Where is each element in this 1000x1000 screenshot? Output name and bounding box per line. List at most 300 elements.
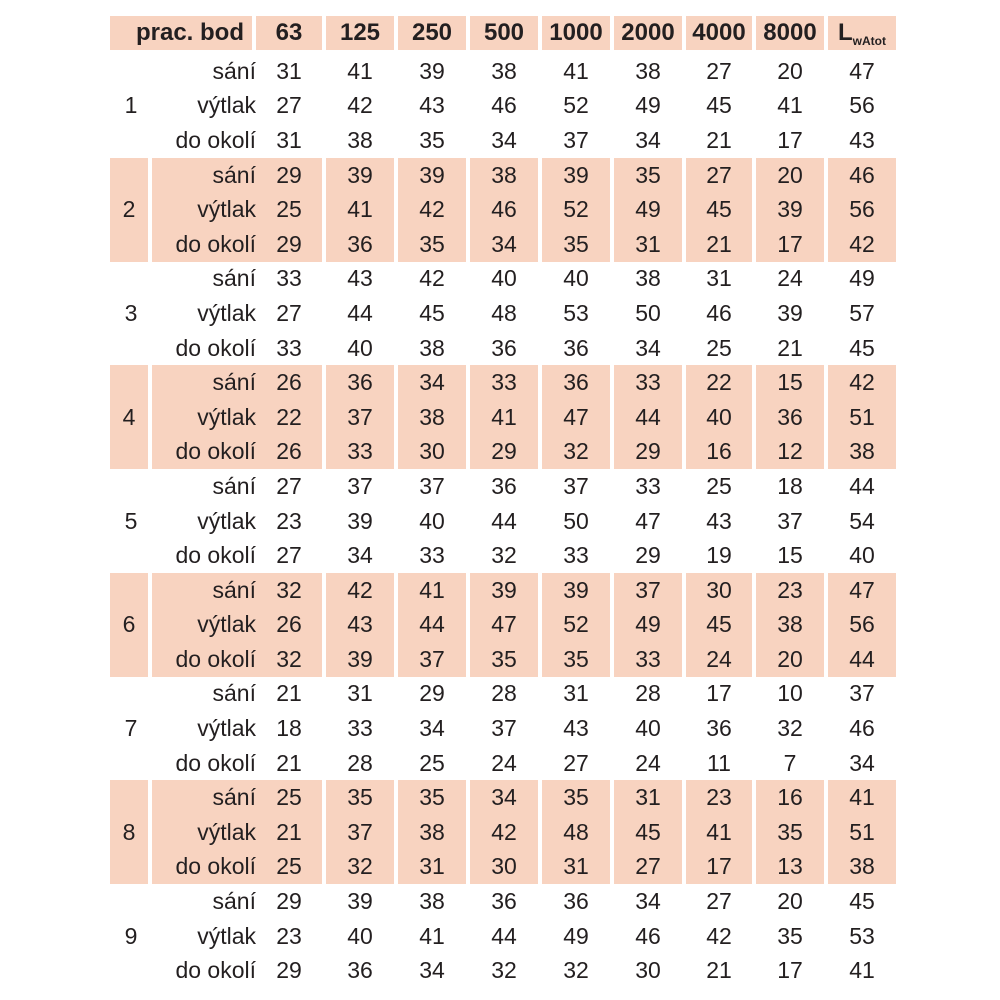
band-level-cell: 32 [470,953,542,988]
measurement-location: sání [212,265,256,292]
band-level-cell: 25 [686,469,756,504]
band-level-cell: 27 [256,538,326,573]
band-level-cell: 32 [470,538,542,573]
band-level-cell: 38 [398,331,470,366]
header-label: prac. bod [110,16,256,50]
table-row [110,123,896,158]
band-level-cell: 39 [326,158,398,193]
band-level-cell: 21 [256,815,326,850]
band-level-cell: 29 [398,677,470,712]
band-level-cell: 23 [686,780,756,815]
band-level-cell: 34 [398,711,470,746]
table-row [110,158,896,193]
band-level-cell: 10 [756,677,828,712]
measurement-location: výtlak [152,400,256,435]
band-level-cell: 33 [614,469,686,504]
band-level-cell: 37 [470,711,542,746]
table-row [110,296,896,331]
band-level-cell: 18 [756,469,828,504]
band-level-cell: 49 [542,919,614,954]
band-level-cell: 37 [542,123,614,158]
measurement-location: do okolí [175,957,256,984]
band-level-cell: 42 [326,573,398,608]
table-row [110,435,896,470]
band-level-cell: 39 [326,504,398,539]
band-level-cell: 23 [756,573,828,608]
band-level-cell: 27 [686,54,756,89]
band-level-cell: 43 [542,711,614,746]
band-level-cell: 37 [326,815,398,850]
band-level-cell: 15 [756,365,828,400]
band-level-cell: 22 [686,365,756,400]
total-level-cell: 41 [849,957,875,984]
table-row [110,504,896,539]
band-level-cell: 35 [398,123,470,158]
total-level-cell: 47 [849,57,875,84]
table-row [110,54,896,89]
measurement-location: sání [212,888,256,915]
band-level-cell: 34 [614,331,686,366]
band-level-cell: 31 [614,780,686,815]
measurement-location: sání [212,472,256,499]
table-row [110,365,896,400]
band-level-cell: 13 [756,850,828,885]
band-level-cell: 17 [686,677,756,712]
band-level-cell: 23 [256,919,326,954]
band-level-cell: 15 [756,538,828,573]
total-level-cell: 46 [849,715,875,742]
measurement-location: sání [152,573,256,608]
band-level-cell: 29 [256,227,326,262]
band-level-cell: 31 [614,227,686,262]
measurement-location: výtlak [197,92,256,119]
band-level-cell: 24 [614,746,686,781]
band-level-cell: 37 [542,469,614,504]
band-level-cell: 43 [686,504,756,539]
band-level-cell: 35 [614,158,686,193]
operating-point-number: 5 [124,507,138,534]
total-level-header [828,16,896,50]
band-level-cell: 42 [398,262,470,297]
band-level-cell: 41 [326,192,398,227]
band-8000-header: 8000 [756,16,828,50]
measurement-location: výtlak [197,922,256,949]
band-level-cell: 34 [470,123,542,158]
table-row [110,227,896,262]
table-row [110,469,896,504]
measurement-location: do okolí [152,227,256,262]
band-level-cell: 34 [614,884,686,919]
band-level-cell: 47 [542,400,614,435]
total-level-cell: 41 [828,780,896,815]
band-level-cell: 43 [326,262,398,297]
band-level-cell: 29 [256,884,326,919]
band-level-cell: 34 [398,953,470,988]
band-level-cell: 29 [614,435,686,470]
total-level-cell: 49 [849,265,875,292]
measurement-location: do okolí [152,850,256,885]
band-level-cell: 20 [756,642,828,677]
band-level-cell: 25 [686,331,756,366]
measurement-location: výtlak [197,507,256,534]
band-level-cell: 36 [326,227,398,262]
band-level-cell: 47 [614,504,686,539]
band-level-cell: 24 [470,746,542,781]
band-level-cell: 35 [542,642,614,677]
table-row [110,780,896,815]
measurement-location: do okolí [152,642,256,677]
operating-point-number: 1 [124,92,138,119]
band-level-cell: 31 [542,850,614,885]
operating-point-number: 8 [110,780,152,884]
total-level-cell: 56 [849,92,875,119]
band-level-cell: 36 [542,331,614,366]
band-level-cell: 38 [756,608,828,643]
band-level-cell: 45 [398,296,470,331]
band-level-cell: 45 [614,815,686,850]
total-level-cell: 43 [849,126,875,153]
band-level-cell: 44 [614,400,686,435]
band-level-cell: 34 [470,780,542,815]
total-level-cell: 44 [828,642,896,677]
band-level-cell: 30 [614,953,686,988]
total-level-cell: 51 [828,815,896,850]
band-level-cell: 26 [256,365,326,400]
table-row [110,850,896,885]
band-level-cell: 49 [614,89,686,124]
band-level-cell: 27 [686,158,756,193]
band-level-cell: 39 [398,54,470,89]
band-level-cell: 52 [542,89,614,124]
band-level-cell: 40 [326,919,398,954]
band-level-cell: 36 [326,365,398,400]
table-row [110,677,896,712]
band-level-cell: 29 [256,158,326,193]
band-level-cell: 32 [756,711,828,746]
operating-point-number: 7 [124,715,138,742]
table-row [110,711,896,746]
measurement-location: do okolí [175,126,256,153]
band-1000-header: 1000 [542,16,614,50]
band-level-cell: 41 [398,573,470,608]
header-row [110,16,896,50]
table-row [110,953,896,988]
band-level-cell: 52 [542,608,614,643]
band-level-cell: 41 [686,815,756,850]
band-level-cell: 39 [542,573,614,608]
band-level-cell: 37 [326,400,398,435]
operating-point-number: 3 [124,299,138,326]
band-level-cell: 35 [542,227,614,262]
band-level-cell: 21 [686,123,756,158]
band-level-cell: 24 [686,642,756,677]
band-level-cell: 42 [398,192,470,227]
band-level-cell: 31 [398,850,470,885]
band-4000-header: 4000 [686,16,756,50]
band-level-cell: 33 [256,262,326,297]
measurement-location: výtlak [152,815,256,850]
band-level-cell: 41 [542,54,614,89]
table-row [110,400,896,435]
band-level-cell: 37 [756,504,828,539]
band-level-cell: 39 [398,158,470,193]
band-level-cell: 27 [686,884,756,919]
band-level-cell: 33 [326,711,398,746]
band-level-cell: 46 [614,919,686,954]
band-level-cell: 29 [614,538,686,573]
band-level-cell: 25 [256,780,326,815]
band-level-cell: 30 [686,573,756,608]
band-level-cell: 27 [614,850,686,885]
band-level-cell: 48 [542,815,614,850]
measurement-location: do okolí [175,334,256,361]
band-level-cell: 35 [470,642,542,677]
band-level-cell: 45 [686,192,756,227]
band-level-cell: 17 [686,850,756,885]
band-level-cell: 36 [542,884,614,919]
band-level-cell: 32 [542,953,614,988]
band-level-cell: 37 [326,469,398,504]
band-level-cell: 33 [470,365,542,400]
band-level-cell: 11 [686,746,756,781]
band-125-header: 125 [326,16,398,50]
band-level-cell: 12 [756,435,828,470]
total-level-cell: 45 [849,888,875,915]
band-level-cell: 44 [470,504,542,539]
band-level-cell: 25 [398,746,470,781]
measurement-location: výtlak [197,299,256,326]
band-500-header: 500 [470,16,542,50]
total-level-cell: 42 [828,227,896,262]
band-level-cell: 38 [326,123,398,158]
band-level-cell: 16 [686,435,756,470]
table-row [110,573,896,608]
measurement-location: sání [212,680,256,707]
band-level-cell: 27 [256,296,326,331]
band-level-cell: 17 [756,953,828,988]
band-level-cell: 25 [256,850,326,885]
total-level-cell: 57 [849,299,875,326]
band-level-cell: 36 [470,884,542,919]
band-level-cell: 36 [542,365,614,400]
operating-point-number: 2 [110,158,152,262]
measurement-location: výtlak [152,608,256,643]
table-row [110,746,896,781]
total-level-cell: 40 [849,542,875,569]
total-level-subscript: wAtot [852,34,886,48]
band-level-cell: 28 [326,746,398,781]
band-level-cell: 53 [542,296,614,331]
band-level-cell: 33 [256,331,326,366]
operating-point-number: 6 [110,573,152,677]
band-level-cell: 21 [686,227,756,262]
measurement-location: výtlak [197,715,256,742]
total-level-cell: 44 [849,472,875,499]
band-level-cell: 36 [470,469,542,504]
band-level-cell: 50 [542,504,614,539]
band-level-cell: 41 [756,89,828,124]
measurement-location: do okolí [152,435,256,470]
band-level-cell: 20 [756,54,828,89]
band-level-cell: 38 [398,400,470,435]
band-level-cell: 41 [326,54,398,89]
band-level-cell: 46 [686,296,756,331]
band-level-cell: 34 [398,365,470,400]
band-level-cell: 42 [326,89,398,124]
band-level-cell: 24 [756,262,828,297]
band-level-cell: 36 [686,711,756,746]
band-63-header: 63 [256,16,326,50]
total-level-cell: 45 [849,334,875,361]
table-row [110,538,896,573]
band-level-cell: 19 [686,538,756,573]
band-level-cell: 23 [256,504,326,539]
band-level-cell: 26 [256,435,326,470]
total-level-cell: 51 [828,400,896,435]
band-level-cell: 33 [326,435,398,470]
measurement-location: sání [152,365,256,400]
measurement-location: sání [152,780,256,815]
band-level-cell: 49 [614,608,686,643]
band-level-cell: 18 [256,711,326,746]
band-level-cell: 52 [542,192,614,227]
band-level-cell: 39 [756,296,828,331]
band-level-cell: 46 [470,192,542,227]
measurement-location: sání [212,57,256,84]
measurement-location: do okolí [175,542,256,569]
band-level-cell: 39 [542,158,614,193]
band-level-cell: 46 [470,89,542,124]
band-level-cell: 31 [326,677,398,712]
band-level-cell: 17 [756,227,828,262]
band-level-cell: 27 [542,746,614,781]
band-level-cell: 41 [398,919,470,954]
band-level-cell: 32 [256,642,326,677]
band-level-cell: 25 [256,192,326,227]
band-level-cell: 40 [542,262,614,297]
band-level-cell: 34 [326,538,398,573]
band-level-cell: 44 [398,608,470,643]
band-level-cell: 39 [326,884,398,919]
band-level-cell: 43 [326,608,398,643]
total-level-symbol: L [838,19,853,46]
band-level-cell: 40 [398,504,470,539]
band-level-cell: 45 [686,89,756,124]
band-level-cell: 44 [326,296,398,331]
band-level-cell: 29 [256,953,326,988]
band-level-cell: 31 [256,54,326,89]
band-level-cell: 31 [686,262,756,297]
band-level-cell: 36 [756,400,828,435]
band-level-cell: 50 [614,296,686,331]
band-level-cell: 48 [470,296,542,331]
total-level-cell: 46 [828,158,896,193]
band-level-cell: 33 [398,538,470,573]
total-level-cell: 42 [828,365,896,400]
total-level-cell: 54 [849,507,875,534]
total-level-cell: 38 [828,850,896,885]
sound-power-table [110,16,896,988]
table-row [110,919,896,954]
band-level-cell: 40 [686,400,756,435]
band-level-cell: 31 [542,677,614,712]
band-level-cell: 37 [398,469,470,504]
total-level-cell: 34 [849,749,875,776]
band-level-cell: 36 [326,953,398,988]
band-level-cell: 20 [756,884,828,919]
measurement-location: sání [152,158,256,193]
band-level-cell: 21 [256,677,326,712]
table-row [110,642,896,677]
band-level-cell: 30 [398,435,470,470]
band-level-cell: 40 [470,262,542,297]
total-level-cell: 47 [828,573,896,608]
band-level-cell: 43 [398,89,470,124]
table-row [110,89,896,124]
band-level-cell: 38 [470,54,542,89]
band-250-header: 250 [398,16,470,50]
band-level-cell: 35 [398,780,470,815]
total-level-cell: 56 [828,192,896,227]
operating-point-number: 4 [110,365,152,469]
band-level-cell: 32 [542,435,614,470]
band-level-cell: 17 [756,123,828,158]
band-level-cell: 27 [256,89,326,124]
band-level-cell: 20 [756,158,828,193]
band-level-cell: 22 [256,400,326,435]
band-level-cell: 35 [542,780,614,815]
table-row [110,884,896,919]
band-level-cell: 32 [256,573,326,608]
band-level-cell: 36 [470,331,542,366]
band-level-cell: 31 [256,123,326,158]
band-level-cell: 35 [398,227,470,262]
band-level-cell: 39 [756,192,828,227]
measurement-location: do okolí [175,749,256,776]
band-level-cell: 7 [756,746,828,781]
band-2000-header: 2000 [614,16,686,50]
band-level-cell: 40 [326,331,398,366]
band-level-cell: 21 [686,953,756,988]
band-level-cell: 37 [614,573,686,608]
band-level-cell: 38 [614,54,686,89]
table-body [110,54,896,988]
band-level-cell: 39 [326,642,398,677]
band-level-cell: 45 [686,608,756,643]
table-row [110,608,896,643]
band-level-cell: 29 [470,435,542,470]
band-level-cell: 38 [398,815,470,850]
band-level-cell: 34 [614,123,686,158]
total-level-cell: 53 [849,922,875,949]
band-level-cell: 28 [470,677,542,712]
operating-point-number: 9 [124,922,138,949]
band-level-cell: 47 [470,608,542,643]
band-level-cell: 21 [256,746,326,781]
band-level-cell: 34 [470,227,542,262]
band-level-cell: 42 [686,919,756,954]
total-level-cell: 56 [828,608,896,643]
band-level-cell: 38 [614,262,686,297]
band-level-cell: 35 [756,919,828,954]
band-level-cell: 33 [542,538,614,573]
band-level-cell: 40 [614,711,686,746]
total-level-cell: 37 [849,680,875,707]
band-level-cell: 49 [614,192,686,227]
band-level-cell: 28 [614,677,686,712]
band-level-cell: 27 [256,469,326,504]
band-level-cell: 35 [326,780,398,815]
